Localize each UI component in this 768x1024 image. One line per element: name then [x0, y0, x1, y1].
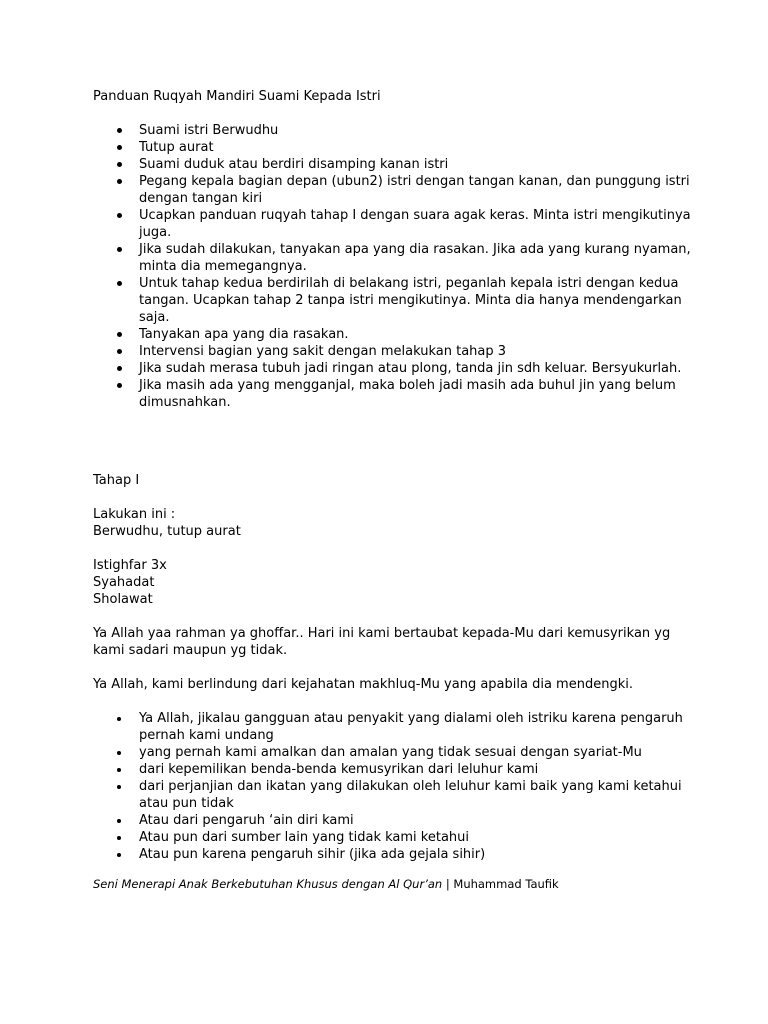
list-item: Suami duduk atau berdiri disamping kanan istri — [0, 156, 700, 173]
list-item: Tanyakan apa yang dia rasakan. — [0, 326, 700, 343]
list-item: Atau pun karena pengaruh sihir (jika ada gejala sihir) — [0, 846, 700, 863]
list-item: dari kepemilikan benda-benda kemusyrikan dari leluhur kami — [0, 761, 700, 778]
dhikr-line: Syahadat — [93, 575, 155, 590]
prayer-paragraph: Ya Allah yaa rahman ya ghoffar.. Hari ini kami bertaubat kepada-Mu dari kemusyrikan yg kami sadari maupun yg tidak. — [93, 626, 671, 658]
list-item: Untuk tahap kedua berdirilah di belakang istri, peganlah kepala istri dengan kedua tangan. Ucapkan tahap 2 tanpa istri mengikutinya. Minta dia hanya mendengarkan saja. — [0, 275, 700, 326]
list-item: Ya Allah, jikalau gangguan atau penyakit yang dialami oleh istriku karena pengaruh pernah kami undang — [0, 710, 700, 744]
footer-separator: | — [442, 877, 454, 891]
prayer-paragraph: Ya Allah, kami berlindung dari kejahatan makhluq-Mu yang apabila dia mendengki. — [93, 677, 633, 692]
tahap-heading: Tahap I — [93, 473, 140, 488]
steps-list — [0, 122, 700, 411]
list-item: dari perjanjian dan ikatan yang dilakukan oleh leluhur kami baik yang kami ketahui atau pun tidak — [0, 778, 700, 812]
lakukan-value: Berwudhu, tutup aurat — [93, 524, 241, 539]
list-item: yang pernah kami amalkan dan amalan yang tidak sesuai dengan syariat-Mu — [0, 744, 700, 761]
list-item: Jika sudah merasa tubuh jadi ringan atau plong, tanda jin sdh keluar. Bersyukurlah. — [0, 360, 700, 377]
footer-author: Muhammad Taufik — [453, 877, 559, 891]
lakukan-label: Lakukan ini : — [93, 507, 176, 522]
list-item: Atau dari pengaruh ‘ain diri kami — [0, 812, 700, 829]
list-item: Jika sudah dilakukan, tanyakan apa yang dia rasakan. Jika ada yang kurang nyaman, minta dia memegangnya. — [0, 241, 700, 275]
list-item: Jika masih ada yang mengganjal, maka boleh jadi masih ada buhul jin yang belum dimusnahkan. — [0, 377, 700, 411]
list-item: Suami istri Berwudhu — [0, 122, 700, 139]
list-item: Pegang kepala bagian depan (ubun2) istri dengan tangan kanan, dan punggung istri dengan tangan kiri — [0, 173, 700, 207]
dhikr-line: Sholawat — [93, 592, 153, 607]
footer-book-title: Seni Menerapi Anak Berkebutuhan Khusus dengan Al Qur’an — [93, 877, 443, 891]
footer-citation — [93, 876, 559, 893]
list-item: Tutup aurat — [0, 139, 700, 156]
list-item: Ucapkan panduan ruqyah tahap I dengan suara agak keras. Minta istri mengikutinya juga. — [0, 207, 700, 241]
refuge-list — [0, 710, 700, 863]
document-title: Panduan Ruqyah Mandiri Suami Kepada Istri — [93, 89, 381, 104]
list-item: Atau pun dari sumber lain yang tidak kami ketahui — [0, 829, 700, 846]
list-item: Intervensi bagian yang sakit dengan melakukan tahap 3 — [0, 343, 700, 360]
dhikr-line: Istighfar 3x — [93, 558, 167, 573]
